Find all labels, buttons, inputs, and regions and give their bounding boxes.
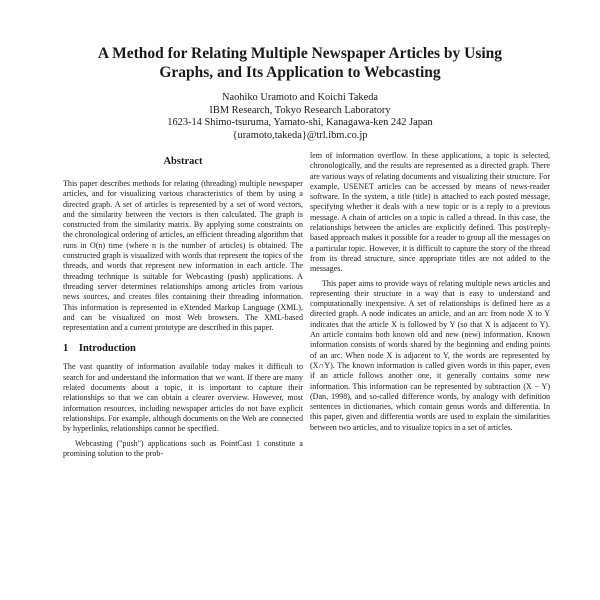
section-number: 1 — [63, 343, 69, 355]
affiliation: IBM Research, Tokyo Research Laboratory — [209, 104, 391, 116]
title-line-2: Graphs, and Its Application to Webcasting — [159, 64, 441, 81]
author-block — [100, 92, 500, 142]
right-paragraph-2: This paper aims to provide ways of relating multiple news articles and representing their structure in a way that is easy to understand and computationally inexpensive. A set of relationships is defined here as a directed graph. A node indicates an article, and an arc from node X to Y indicates that the article X is followed by Y (so that X is adjacent to Y). An article contains both known old and new (new) information. Known information consists of words shared by the beginning and ending points of an arc. When node X is adjacent to Y, the words are represented by (X∩Y). The known information is called given words in this paper, even if an article follows another one, it generally contains some new information. This information can be represented by subtraction (X − Y) (Dan, 1998), and so-called difference words, by analogy with definition sentences in dictionaries, which contain genus words and differentia. In this paper, given and differentia words are used to explain the similarities between two articles, and to visualize topics in a set of articles. — [310, 278, 550, 432]
right-column — [310, 151, 550, 433]
address: 1623-14 Shimo-tsuruma, Yamato-shi, Kanagawa-ken 242 Japan — [167, 117, 433, 129]
author-names: Naohiko Uramoto and Koichi Takeda — [221, 92, 379, 103]
section-heading-introduction — [63, 343, 303, 355]
abstract-text: This paper describes methods for relating (threading) multiple newspaper articles, and for visualizing various characteristics of them by using a directed graph. A set of articles is represented by a set of word vectors, and the similarity between the vectors is then calculated. The graph is constructed from the similarity matrix. By applying some constraints on the chronological ordering of articles, an efficient threading algorithm that runs in O(n) time (where n is the number of articles) is obtained. The constructed graph is visualized with words that represent the topics of the threads, and words that represent new information in each article. The threading technique is suitable for Webcasting (push) applications. A threading server determines relationships among articles from various news sources, and creates files containing their threading information. This information is represented in eXtended Markup Language (XML), and can be visualized on most Web browsers. The XML-based representation and a current prototype are described in this paper. — [63, 179, 303, 333]
right-paragraph-1: lem of information overflow. In these applications, a topic is selected, chronologically, and the results are represented as a directed graph. There are various ways of relating documents and visualizing their structure. For example, USENET articles can be accessed by means of news-reader software. In the system, a title (title) is attached to each posted message, specifying whether it deals with a new topic or is a reply to a previous message. A chain of articles on a topic is called a thread. In this case, the relationships between the articles are explicitly defined. This post/reply-based approach makes it possible for a reader to group all the messages on a particular topic. However, it is difficult to capture the story of the thread from its thread structure, since appropriate titles are not added to the messages. — [310, 151, 550, 274]
email: {uramoto,takeda}@trl.ibm.co.jp — [232, 129, 368, 141]
section-title: Introduction — [78, 343, 136, 355]
abstract-heading: Abstract — [163, 156, 203, 167]
intro-paragraph-1: The vast quantity of information available today makes it difficult to search for and understand the information that we want. If there are many related documents about a topic, it is important to capture their relationships so that we can obtain a clearer overview. However, most information resources, including newspaper articles do not have explicit relationships. For example, although documents on the Web are connected by hyperlinks, relationships cannot be specified. — [63, 362, 303, 434]
title-line-1: A Method for Relating Multiple Newspaper Articles by Using — [97, 45, 503, 62]
paper-title — [60, 44, 540, 82]
intro-paragraph-2: Webcasting ("push") applications such as PointCast 1 constitute a promising solution to the prob- — [63, 438, 303, 458]
left-column — [63, 151, 303, 459]
